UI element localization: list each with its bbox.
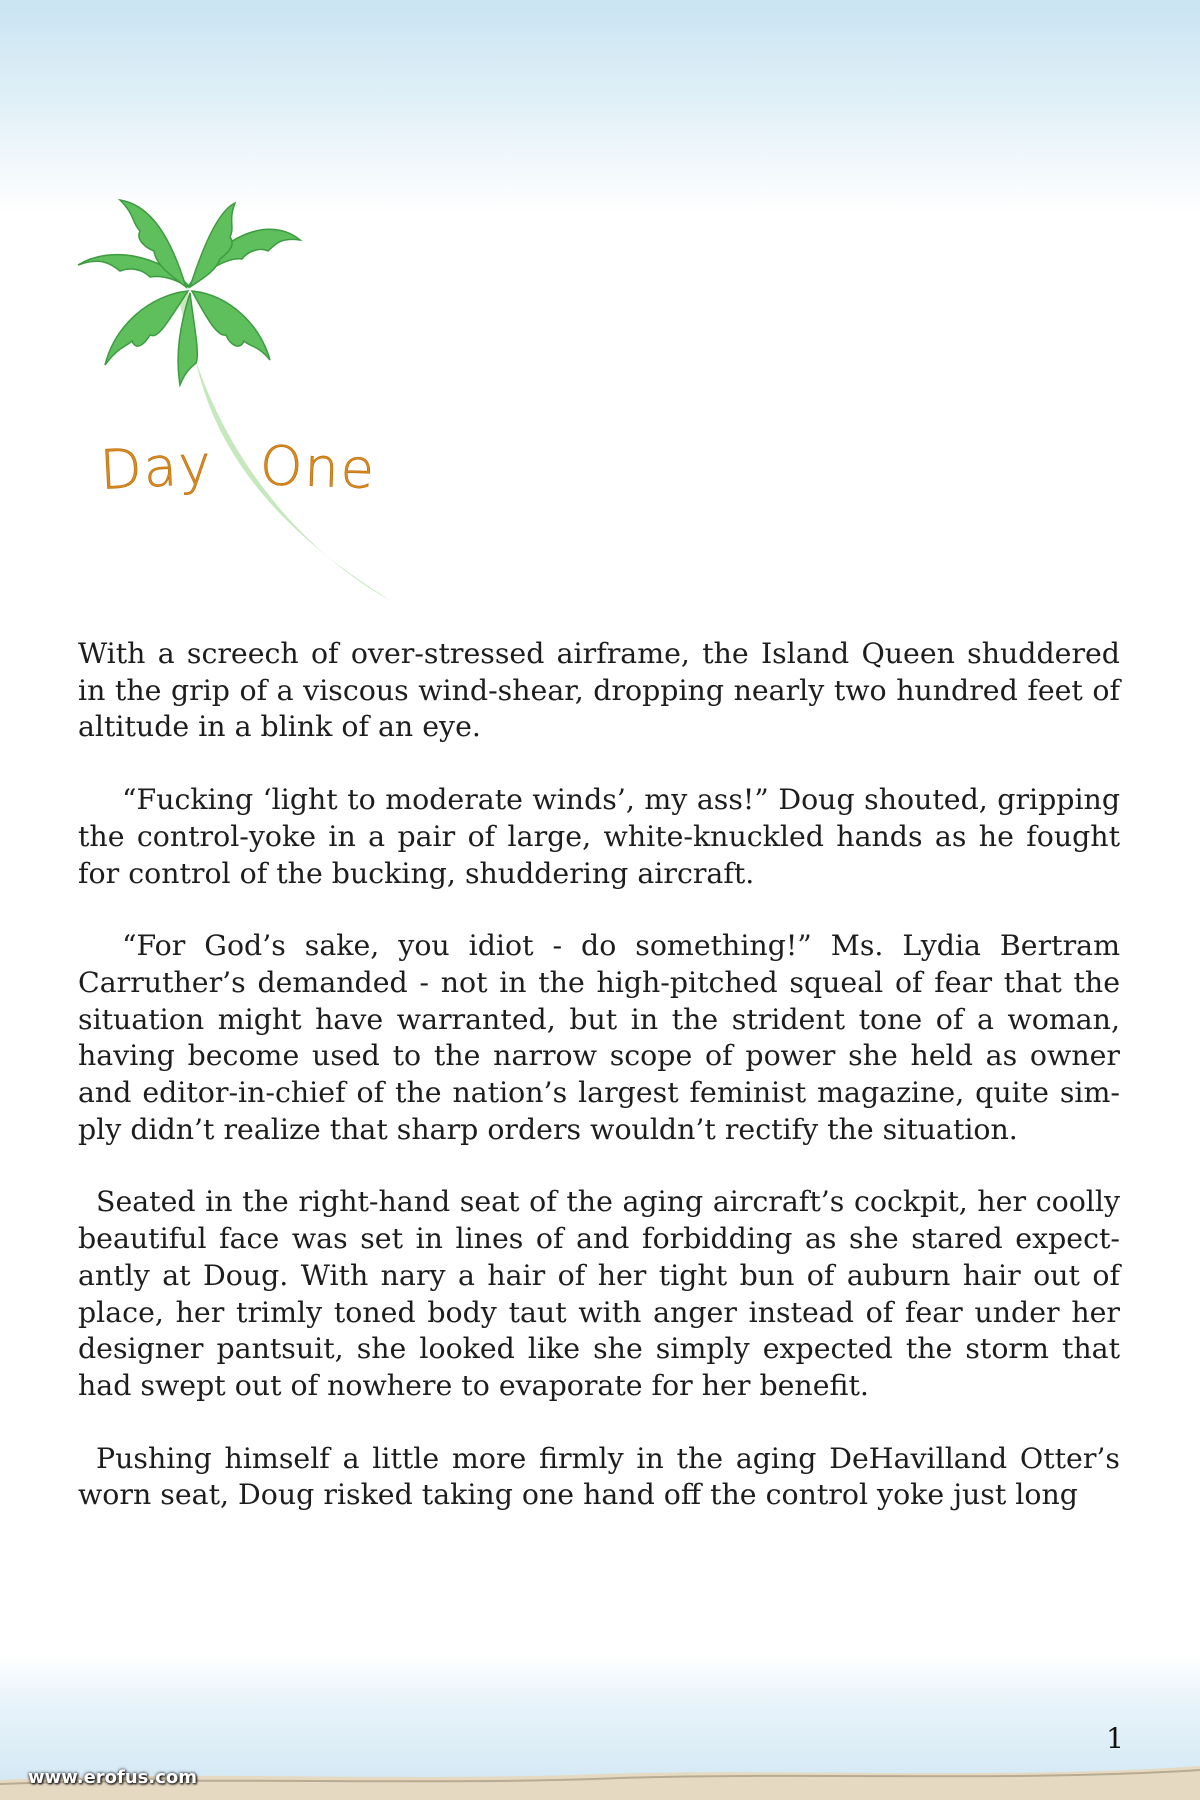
watermark-text: www.erofus.com — [28, 1767, 198, 1788]
paragraph: “For God’s sake, you idiot - do something!” Ms. Lydia Bertram Carruther’s demanded - not in the high-pitched squeal of fear that the situation might have warranted, but in the strident tone of a woman, having become used to the narrow scope of power she held as owner and editor-in-chief of the nation’s largest feminist magazine, quite sim-ply didn’t realize that sharp orders wouldn’t rectify the situation. — [78, 929, 1120, 1146]
palm-tree-illustration — [70, 195, 410, 615]
palm-fronds — [78, 200, 300, 385]
palm-trunk — [178, 290, 390, 600]
chapter-title-one: One — [258, 433, 378, 502]
paragraph: With a screech of over-stressed airframe, the Island Queen shuddered in the grip of a viscous wind-shear, dropping nearly two hundred feet of altitude in a blink of an eye. — [78, 637, 1120, 744]
paragraph: Seated in the right-hand seat of the aging aircraft’s cockpit, her coolly beautiful face was set in lines of and forbidding as she stared expect-antly at Doug. With nary a hair of her tight bun of auburn hair out of place, her trimly toned body taut with anger instead of fear under her designer pantsuit, she looked like she simply expected the storm that had swept out of nowhere to evaporate for her benefit. — [78, 1185, 1120, 1402]
page-number: 1 — [1106, 1722, 1124, 1755]
chapter-title-day: Day — [98, 433, 215, 502]
palm-tree-icon — [70, 195, 410, 615]
story-body — [78, 636, 1120, 1550]
paragraph: Pushing himself a little more firmly in the aging DeHavilland Otter’s worn seat, Doug risked taking one hand off the control yoke just long — [78, 1441, 1120, 1512]
paragraph: “Fucking ‘light to moderate winds’, my ass!” Doug shouted, gripping the control-yoke in a pair of large, white-knuckled hands as he fought for control of the bucking, shuddering aircraft. — [78, 783, 1120, 890]
